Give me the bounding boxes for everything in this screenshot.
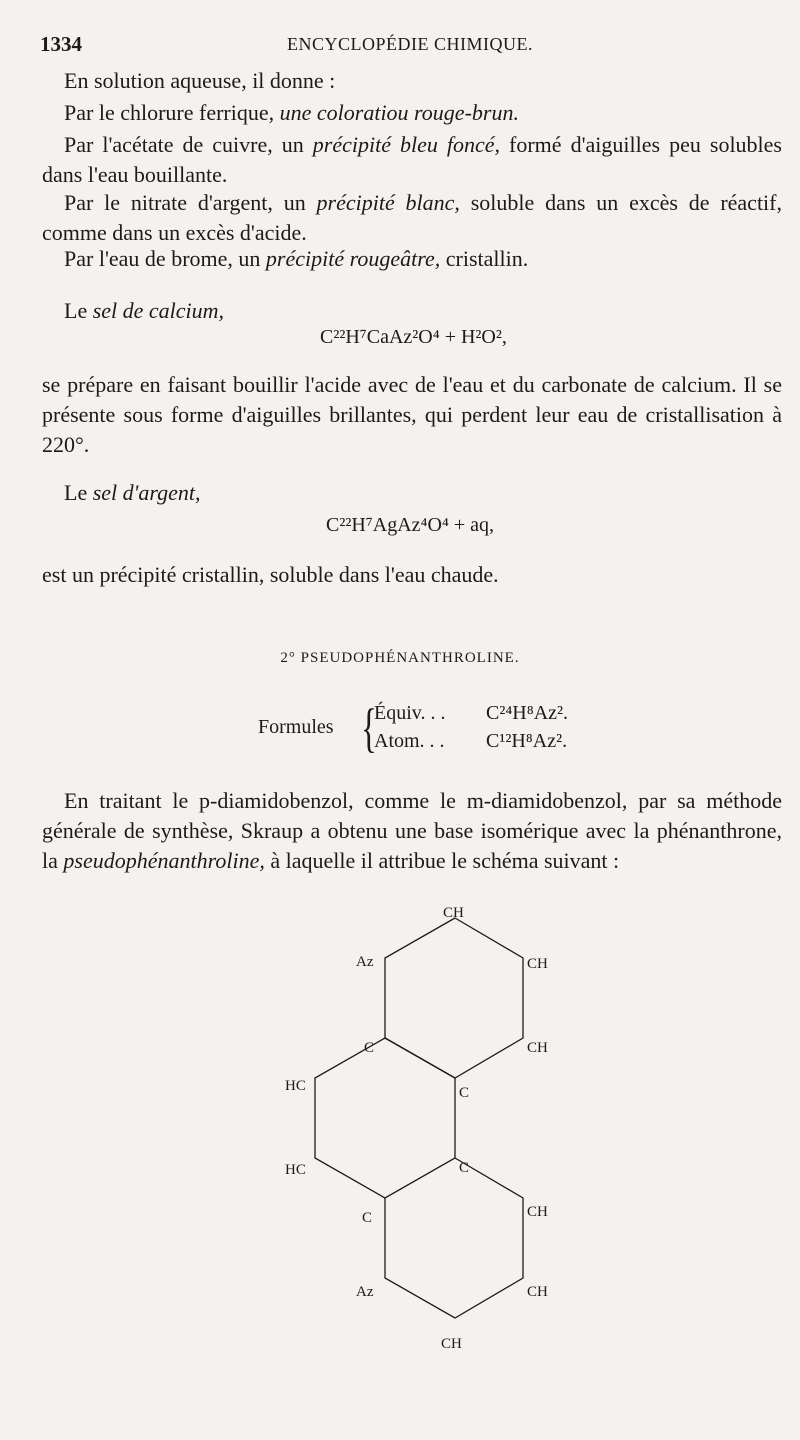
bromine-text-a: Par l'eau de brome, un [64,246,266,271]
formula-row-name: Équiv. . . [374,702,446,724]
bromine-italic: précipité rougeâtre, [265,246,441,271]
silver-italic: sel d'argent, [92,480,201,505]
bromine-text-b: cristallin. [440,246,529,271]
atom-label: CH [527,1040,548,1056]
structure-bonds [315,918,523,1318]
brace-glyph: { [361,698,377,758]
atom-label: HC [285,1078,306,1094]
calcium-italic: sel de calcium, [92,298,225,323]
copper-text-a: Par l'acétate de cuivre, un [64,132,313,157]
ring-top [385,918,523,1078]
formula-row-value: C¹²H⁸Az². [486,730,568,752]
page-number: 1334 [40,32,82,56]
atom-label: CH [527,1284,548,1300]
copper-text-b: formé d'aiguilles peu solubles dans l'eau bouillante. [42,132,782,187]
atom-label: CH [441,1336,462,1352]
formula-row-value: C²⁴H⁸Az². [486,702,569,724]
ring-middle [315,1038,455,1198]
atom-label: Az [356,1284,374,1300]
atom-label: C [364,1040,375,1056]
ferric-italic: une coloratiou rouge-brun. [279,100,519,125]
atom-label: Az [356,954,374,970]
silver-desc-text: est un précipité cristallin, soluble dans l'eau chaude. [42,562,499,587]
running-title: ENCYCLOPÉDIE CHIMIQUE. [287,34,533,54]
formula-calcium: C²²H⁷CaAz²O⁴ + H²O², [320,326,507,348]
nitrate-text-b: soluble dans un excès de réactif, comme dans un excès d'acide. [42,190,782,245]
calcium-text: Le [64,298,93,323]
formules-label: Formules [258,716,334,738]
atom-label: CH [443,905,464,921]
synthesis-italic: pseudophénanthroline, [63,848,265,873]
nitrate-text-a: Par le nitrate d'argent, un [64,190,317,215]
synthesis-text-b: à laquelle il attribue le schéma suivant : [264,848,620,873]
intro-text: En solution aqueuse, il donne : [64,68,336,93]
atom-label: C [362,1210,373,1226]
structure-atoms [285,905,548,1352]
copper-italic: précipité bleu foncé, [312,132,501,157]
silver-text: Le [64,480,93,505]
formula-silver: C²²H⁷AgAz⁴O⁴ + aq, [326,514,495,536]
atom-label: HC [285,1162,306,1178]
ring-bottom [385,1158,523,1318]
atom-label: C [459,1085,470,1101]
nitrate-italic: précipité blanc, [316,190,460,215]
calcium-prep-text: se prépare en faisant bouillir l'acide avec de l'eau et du carbonate de calcium. Il se présente sous forme d'aiguilles brillantes, qui perdent leur eau de cristallisation à 220°. [42,372,782,457]
ferric-text: Par le chlorure ferrique, [64,100,280,125]
synthesis-text-a: En traitant le p-diamidobenzol, comme le m-diamidobenzol, par sa méthode générale de synthèse, Skraup a obtenu une base isomérique avec la phénanthrone, la [42,788,782,873]
formula-row-name: Atom. . . [374,730,445,752]
atom-label: C [459,1160,470,1176]
section-title: 2° PSEUDOPHÉNANTHROLINE. [280,650,520,666]
atom-label: CH [527,956,548,972]
atom-label: CH [527,1204,548,1220]
